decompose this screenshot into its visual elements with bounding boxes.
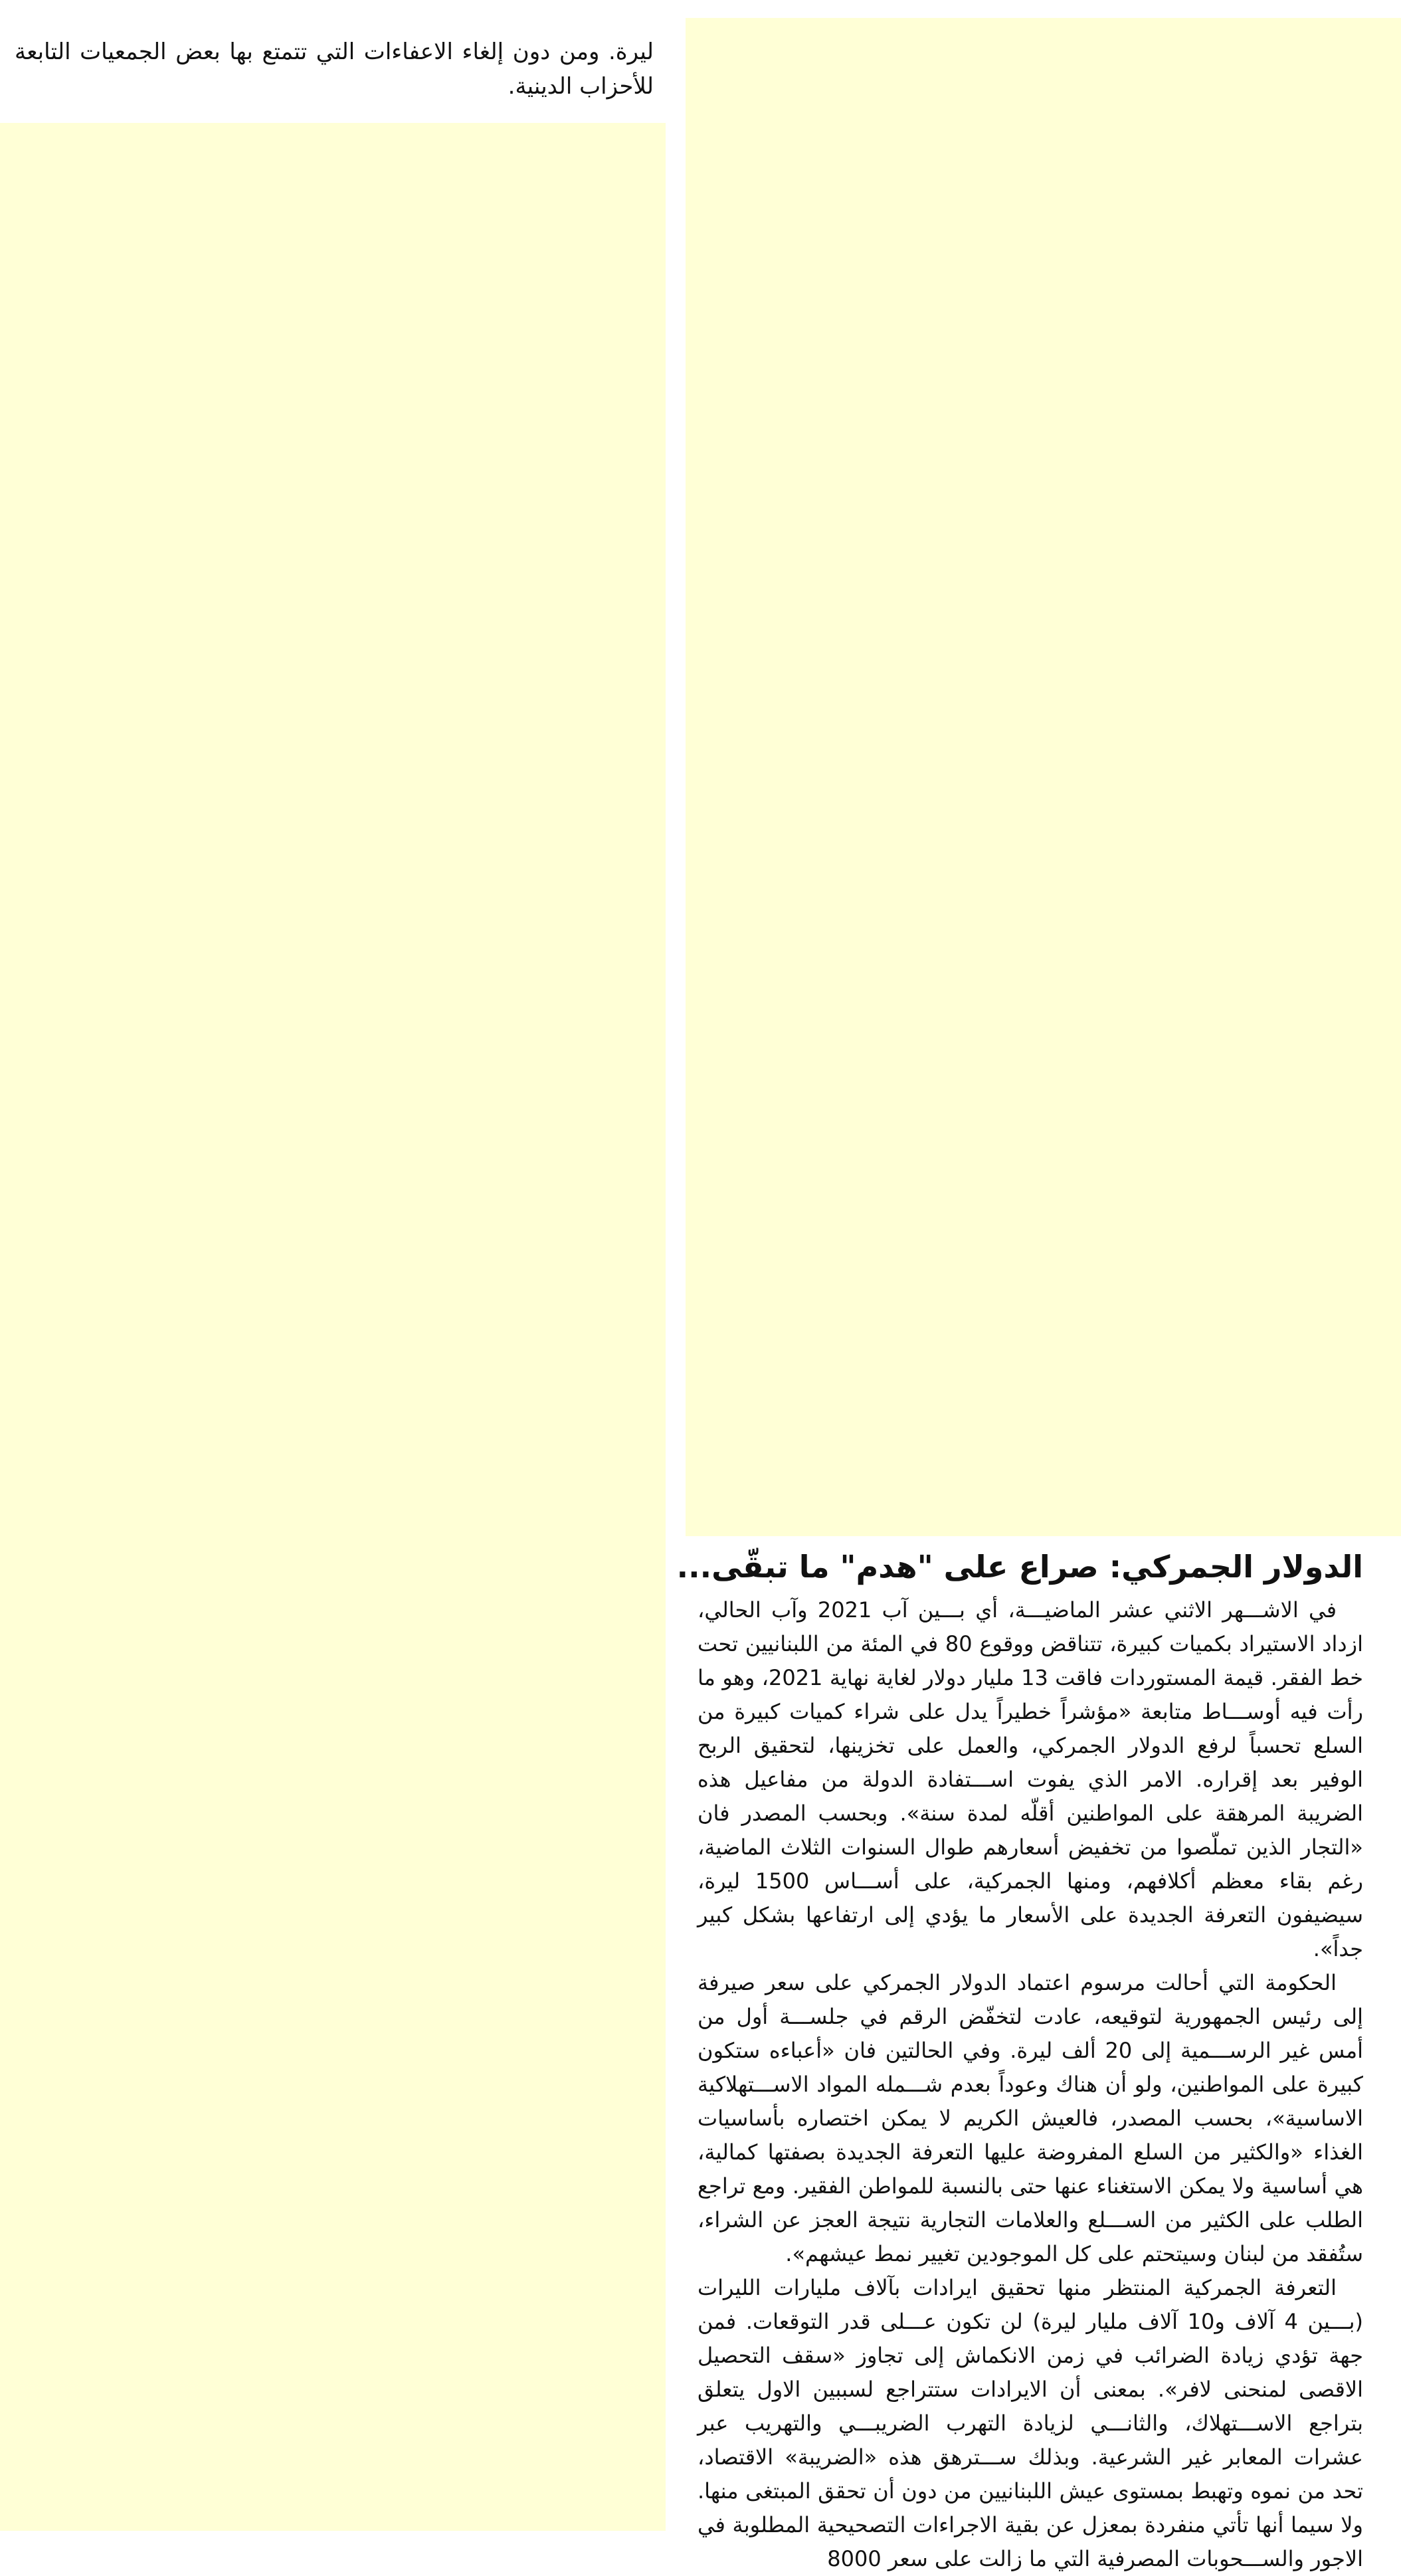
article bbox=[676, 1540, 1364, 2576]
article-paragraph-3: التعرفة الجمركية المنتظر منها تحقيق ايرادات بآلاف مليارات الليرات (بـــين 4 آلاف و10 آلاف مليار ليرة) لن تكون عـــلى قدر التوقعات. فمن جهة تؤدي زيادة الضرائب في زمن الانكماش إلى تجاوز «سقف التحصيل الاقصى لمنحنى لافر». بمعنى أن الايرادات ستتراجع لسببين الاول يتعلق بتراجع الاســـتهلاك، والثانـــي لزيادة التهرب الضريبـــي والتهريب عبر عشرات المعابر غير الشرعية. وبذلك ســـترهق هذه «الضريبة» الاقتصاد، تحد من نموه وتهبط بمستوى عيش اللبنانيين من دون أن تحقق المبتغى منها. ولا سيما أنها تأتي منفردة بمعزل عن بقية الاجراءات التصحيحية المطلوبة في الاجور والســـحوبات المصرفية التي ما زالت على سعر 8000 bbox=[698, 2275, 1364, 2571]
left-yellow-panel bbox=[0, 123, 666, 2531]
article-headline: الدولار الجمركي: صراع على "هدم" ما تبقّى... bbox=[676, 1549, 1363, 1585]
article-body bbox=[698, 1593, 1363, 2576]
article-paragraph-1: في الاشـــهر الاثني عشر الماضيـــة، أي بـــين آب 2021 وآب الحالي، ازداد الاستيراد بكميات كبيرة، تتناقض ووقوع 80 في المئة من اللبنانيين تحت خط الفقر. قيمة المستوردات فاقت 13 مليار دولار لغاية نهاية 2021، وهو ما رأت فيه أوســـاط متابعة «مؤشراً خطيراً يدل على شراء كميات كبيرة من السلع تحسباً لرفع الدولار الجمركي، والعمل على تخزينها، لتحقيق الربح الوفير بعد إقراره. الامر الذي يفوت اســـتفادة الدولة من مفاعيل هذه الضريبة المرهقة على المواطنين أقلّه لمدة سنة». وبحسب المصدر فان «التجار الذين تملّصوا من تخفيض أسعارهم طوال السنوات الثلاث الماضية، رغم بقاء معظم أكلافهم، ومنها الجمركية، على أســـاس 1500 ليرة، سيضيفون التعرفة الجديدة على الأسعار ما يؤدي إلى ارتفاعها بشكل كبير جداً». bbox=[698, 1597, 1364, 1961]
right-yellow-panel bbox=[686, 18, 1401, 1536]
article-paragraph-2: الحكومة التي أحالت مرسوم اعتماد الدولار الجمركي على سعر صيرفة إلى رئيس الجمهورية لتوقيعه، عادت لتخفّض الرقم في جلســـة أول من أمس غير الرســـمية إلى 20 ألف ليرة. وفي الحالتين فان «أعباءه ستكون كبيرة على المواطنين، ولو أن هناك وعوداً بعدم شـــمله المواد الاســـتهلاكية الاساسية»، بحسب المصدر، فالعيش الكريم لا يمكن اختصاره بأساسيات الغذاء «والكثير من السلع المفروضة عليها التعرفة الجديدة بصفتها كمالية، هي أساسية ولا يمكن الاستغناء عنها حتى بالنسبة للمواطن الفقير. ومع تراجع الطلب على الكثير من الســـلع والعلامات التجارية نتيجة العجز عن الشراء، ستُفقد من لبنان وسيتحتم على كل الموجودين تغيير نمط عيشهم». bbox=[698, 1970, 1364, 2266]
continuation-text: ليرة. ومن دون إلغاء الاعفاءات التي تتمتع بها بعض الجمعيات التابعة للأحزاب الدينية. bbox=[15, 39, 654, 100]
